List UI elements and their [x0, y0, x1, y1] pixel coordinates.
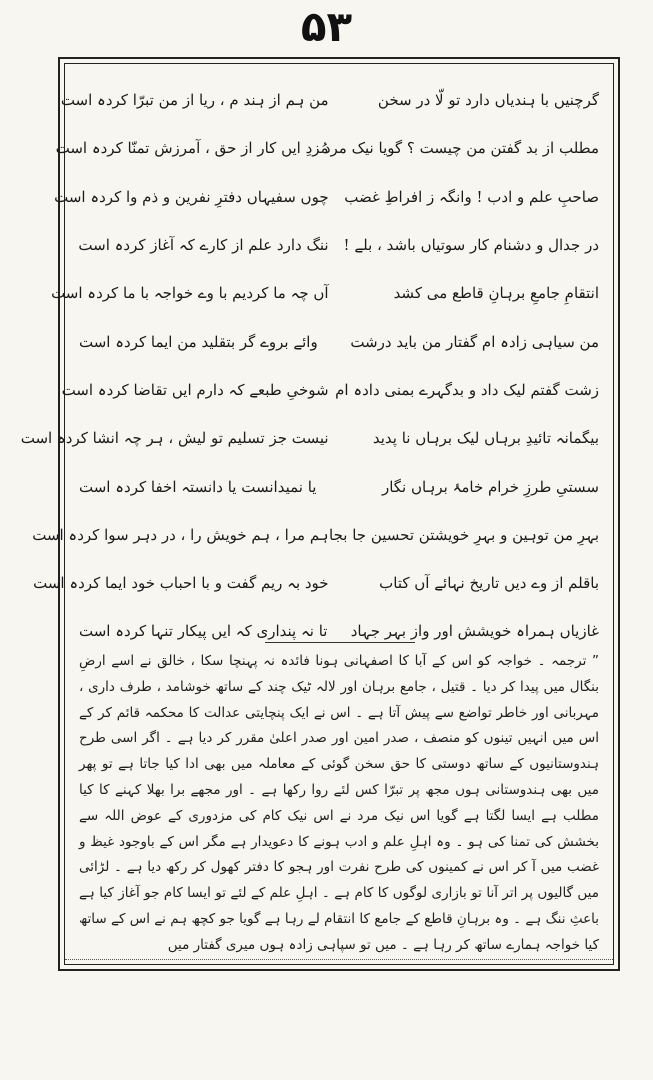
couplet-4	[79, 221, 599, 269]
misra-first: در جدال و دشنام کار سوتیاں باشد ، بلے !	[343, 236, 599, 255]
misra-first: باقلم از وے دیں تاریخ نہائے آں کتاب	[379, 574, 599, 593]
couplet-3	[54, 173, 599, 221]
misra-second: ہم مرا ، ہم خویش را ، در دہر سوا کردہ است	[32, 525, 329, 544]
misra-second: چوں سفیہاں دفترِ نفرین و ذم وا کردہ است	[54, 187, 329, 206]
couplet-9	[79, 462, 599, 510]
misra-first: بہرِ من توہین و بہرِ خویشتن تحسین جا بجا	[329, 525, 599, 544]
section-divider	[265, 642, 415, 643]
page-frame	[20, 57, 620, 971]
misra-second: یا نمیدانست یا دانستہ اخفا کردہ است	[79, 477, 317, 496]
misra-second: وائے بروے گر بتقلید من ایما کردہ است	[79, 332, 318, 351]
misra-second: من ہم از ہند م ، ریا از من تبرّا کردہ است	[60, 91, 329, 110]
misra-first: بیگمانہ تائیدِ برہاں لیک برہاں نا پدید	[372, 429, 599, 448]
bottom-dotted-rule	[65, 959, 613, 960]
misra-first: مطلب از بد گفتن من چیست ؟ گویا نیک مرد	[323, 139, 599, 158]
page-frame-inner	[20, 63, 614, 965]
page-number: ۵۳	[300, 2, 353, 51]
misra-second: تا نہ پنداری کہ ایں پیکار تنہا کردہ است	[79, 622, 328, 641]
misra-second: آں چہ ما کردیم با وے خواجہ با ما کردہ است	[51, 284, 329, 303]
misra-second: نیست جز تسلیم تو لیش ، ہر چہ انشا کردہ است	[20, 429, 329, 448]
misra-first: غازیاں ہمراہ خویشش اور واز بہر جہاد	[350, 622, 599, 641]
misra-second: مُزدِ ایں کار از حق ، آمرزش تمنّا کردہ است	[55, 139, 329, 158]
couplet-2	[55, 124, 599, 172]
translation-text: ” ترجمہ ۔ خواجہ کو اس کے آبا کا اصفہانی ہونا فائدہ نہ پہنچا سکا ، خالق نے اسے ارضِ بنگال میں پیدا کر دیا ۔ قتیل ، جامع برہان اور لالہ ٹیک چند کے ساتھ خوشامد ، طرف داری ، مہربانی اور خاطر تواضع سے پیش آتا ہے ۔ اس نے ایک پنچایتی عدالت کا محکمہ قائم کر کے اس میں انہیں تینوں کو منصف ، صدر امین اور صدر اعلیٰ مقرر کر دیا ہے ۔ اگر اسی طرح ہندوستانیوں کے ساتھ دوستی کا حق سخن گوئی کے معاملہ میں بھی ادا کیا جاتا ہے تو پھر میں بھی ہندوستانی ہوں مجھ پر تبرّا کس لئے روا رکھا ہے ۔ اور مجھے برا بھلا کہنے کا کیا مطلب ہے ایسا لگتا ہے گویا اس نیک مرد نے اس نیک کام کی مزدوری کے عوض اللہ سے بخشش کی تمنا کی ہو ۔ وہ اہلِ علم و ادب ہونے کا دعویدار ہے مگر اس کے باوجود غیظ و غضب میں آ کر اس نے کمینوں کی طرح نفرت اور ہجو کا دفتر کھول کر رکھ دیا ہے ۔ لڑائی میں گالیوں پر اتر آنا تو بازاری لوگوں کا کام ہے ۔ اہلِ علم کے لئے تو ایسا کام جو آغاز کیا ہے باعثِ ننگ ہے ۔ وہ برہانِ قاطع کے جامع کا انتقام لے رہا ہے گویا جو کچھ ہم نے اس کے ساتھ کیا خواجہ ہمارے ساتھ کر رہا ہے ۔ میں تو سپاہی زادہ ہوں میری گفتار میں	[79, 653, 599, 953]
misra-second: خود بہ ریم گفت و با احباب خود ایما کردہ است	[33, 574, 329, 593]
couplet-7	[61, 366, 599, 414]
couplet-5	[51, 269, 599, 317]
misra-first: انتقامِ جامعِ برہانِ قاطع می کشد	[393, 284, 599, 303]
misra-first: سستیِ طرزِ خرام خامۂ برہاں نگار	[381, 477, 599, 496]
misra-second: ننگ دارد علم از کارے کہ آغاز کردہ است	[78, 236, 329, 255]
misra-first: من سیاہی زادہ ام گفتار من باید درشت	[350, 332, 599, 351]
misra-first: زشت گفتم لیک داد و بدگہرے بمنی دادہ ام	[335, 380, 599, 399]
translation-block	[79, 649, 599, 961]
couplet-11	[33, 559, 599, 607]
couplet-10	[32, 511, 599, 559]
misra-second: شوخیِ طبعے کہ دارم ایں تقاضا کردہ است	[61, 380, 329, 399]
couplet-6	[79, 317, 599, 365]
couplet-1	[60, 76, 599, 124]
misra-first: صاحبِ علم و ادب ! وانگہ ز افراطِ غضب	[344, 187, 599, 206]
couplet-8	[20, 414, 599, 462]
misra-first: گرچنیں با ہندیاں دارد تو لّا در سخن	[377, 91, 599, 110]
poem-block	[20, 76, 599, 656]
